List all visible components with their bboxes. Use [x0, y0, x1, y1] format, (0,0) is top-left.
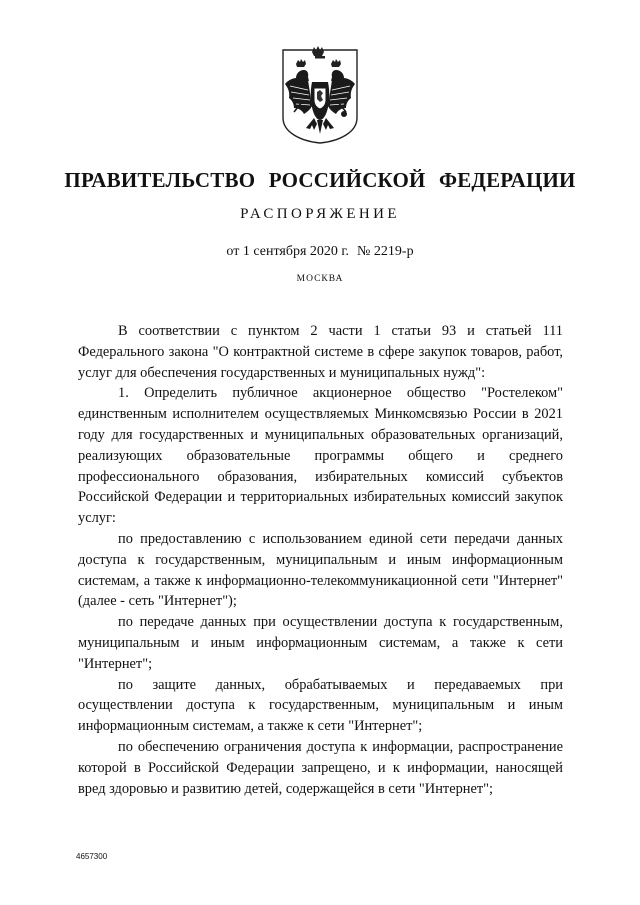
body-paragraph: по защите данных, обрабатываемых и передаваемых при осуществлении доступа к государственным, муниципальным и иным информационным системам, а также к сети "Интернет"; [78, 676, 563, 735]
body-paragraph: В соответствии с пунктом 2 части 1 статьи 93 и статьей 111 Федерального закона "О контрактной системе в сфере закупок товаров, работ, услуг для обеспечения государственных и муниципальных нужд": [78, 323, 563, 381]
document-date-line [0, 244, 640, 260]
body-paragraph: по обеспечению ограничения доступа к информации, распространение которой в Российской Федерации запрещено, и к информации, наносящей вред здоровью и развитию детей, содержащейся в сети "Интернет"; [78, 738, 563, 797]
document-number: № 2219-р [357, 244, 414, 259]
russian-coat-of-arms-icon [282, 46, 358, 144]
document-city: МОСКВА [296, 274, 344, 284]
body-paragraph: 1. Определить публичное акционерное общество "Ростелеком" единственным исполнителем осуществляемых Минкомсвязью России в 2021 году для государственных и муниципальных образовательных организаций, реализующих образовательные программы общего и среднего профессионального образования, избирательных комиссий субъектов Российской Федерации и территориальных избирательных комиссий закупок услуг: [78, 385, 563, 527]
document-body [78, 321, 563, 799]
body-paragraph: по предоставлению с использованием единой сети передачи данных доступа к государственным, муниципальным и иным информационным системам, а также к информационно-телекоммуникационной сети "Интернет" (далее - сеть "Интернет"); [78, 530, 563, 610]
document-type: РАСПОРЯЖЕНИЕ [240, 206, 400, 222]
document-date: от 1 сентября 2020 г. [226, 244, 350, 259]
government-title: ПРАВИТЕЛЬСТВО РОССИЙСКОЙ ФЕДЕРАЦИИ [64, 168, 576, 192]
document-code: 4657300 [76, 852, 108, 861]
body-paragraph: по передаче данных при осуществлении доступа к государственным, муниципальным и иным информационным системам, а также к сети "Интернет"; [78, 614, 563, 672]
